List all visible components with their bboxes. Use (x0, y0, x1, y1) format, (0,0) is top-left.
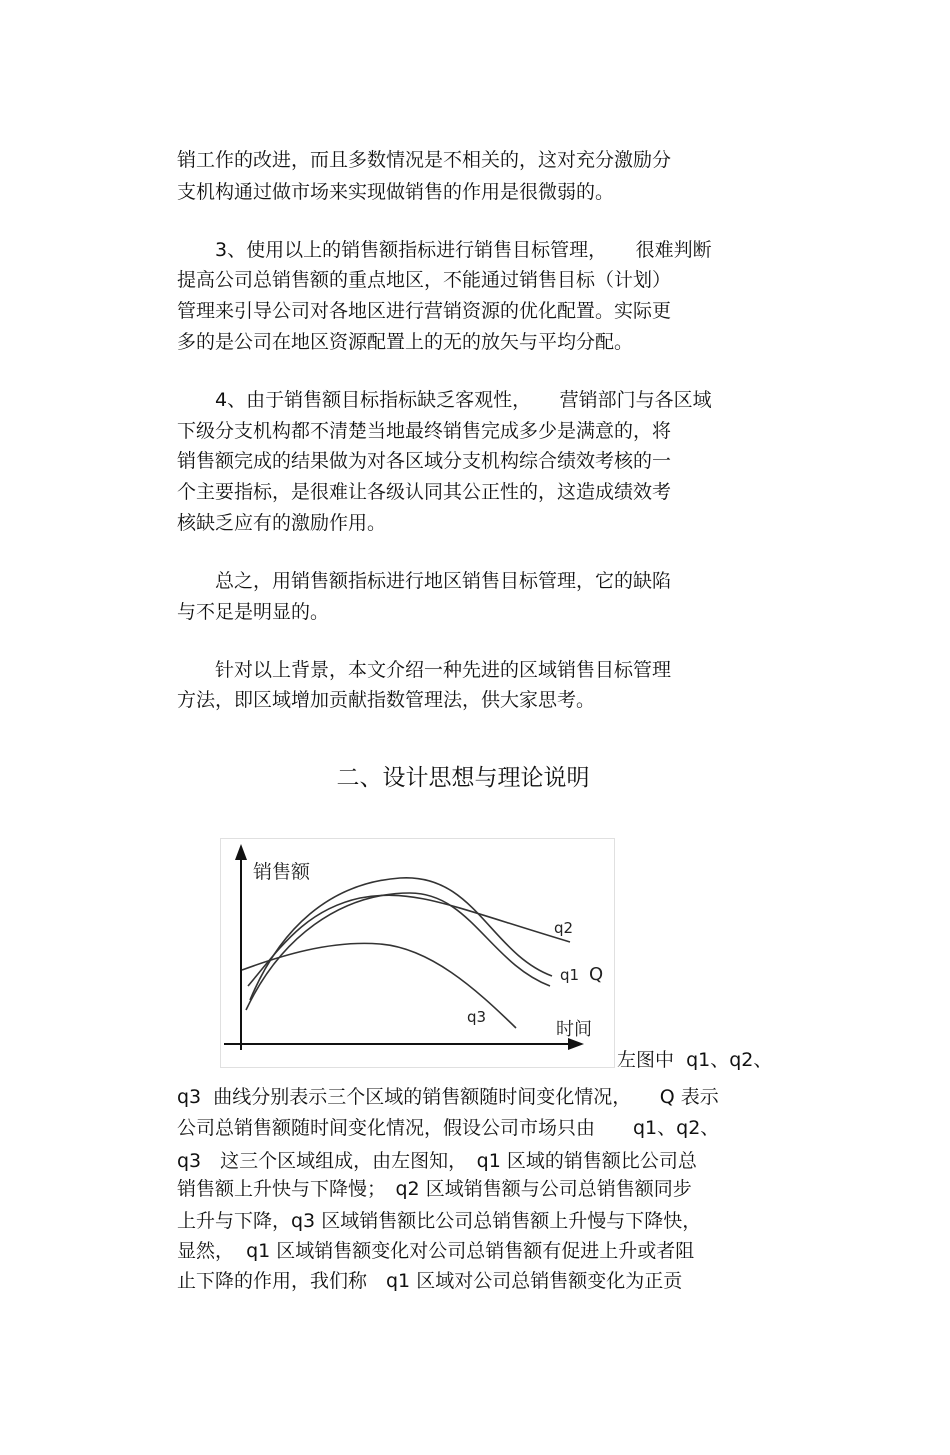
curve-q2 (248, 895, 570, 986)
paragraph-line: 个主要指标，是很难让各级认同其公正性的，这造成绩效考 (177, 481, 672, 503)
paragraph-line: 核缺乏应有的激励作用。 (177, 512, 387, 534)
paragraph-line: 多的是公司在地区资源配置上的无的放矢与平均分配。 (177, 331, 634, 353)
curve-label-q3: q3 (467, 1008, 487, 1026)
paragraph-line: q3 曲线分别表示三个区域的销售额随时间变化情况， Q 表示 (177, 1086, 719, 1108)
x-axis-label: 时间 (556, 1019, 592, 1040)
paragraph-line: 4、由于销售额目标指标缺乏客观性， 营销部门与各区域 (177, 389, 712, 411)
paragraph-line: 止下降的作用，我们称 q1 区域对公司总销售额变化为正贡 (177, 1270, 683, 1292)
curve-label-q2: q2 (554, 919, 574, 937)
sales-curve-figure (220, 838, 615, 1068)
section-heading: 二、设计思想与理论说明 (336, 765, 590, 791)
paragraph-line: q3 这三个区域组成，由左图知， q1 区域的销售额比公司总 (177, 1150, 697, 1172)
curve-Q (246, 893, 550, 1010)
curve-label-Q: Q (589, 964, 604, 985)
paragraph-line: 总之，用销售额指标进行地区销售目标管理，它的缺陷 (177, 570, 672, 592)
paragraph-line: 销售额上升快与下降慢； q2 区域销售额与公司总销售额同步 (177, 1178, 692, 1200)
paragraph-line: 销工作的改进，而且多数情况是不相关的，这对充分激励分 (177, 149, 672, 171)
paragraph-line: 方法，即区域增加贡献指数管理法，供大家思考。 (177, 689, 596, 711)
paragraph-line: 提高公司总销售额的重点地区，不能通过销售目标（计划） (177, 269, 672, 291)
paragraph-line: 3、使用以上的销售额指标进行销售目标管理， 很难判断 (177, 239, 712, 261)
paragraph-line-beside-figure: 左图中 q1、q2、 (617, 1049, 773, 1071)
paragraph-line: 与不足是明显的。 (177, 601, 330, 623)
paragraph-line: 管理来引导公司对各地区进行营销资源的优化配置。实际更 (177, 300, 672, 322)
y-axis-label: 销售额 (253, 861, 311, 883)
paragraph-line: 显然， q1 区域销售额变化对公司总销售额有促进上升或者阻 (177, 1240, 695, 1262)
paragraph-line: 针对以上背景，本文介绍一种先进的区域销售目标管理 (177, 659, 672, 681)
y-axis-arrow (235, 844, 247, 860)
paragraph-line: 上升与下降，q3 区域销售额比公司总销售额上升慢与下降快， (177, 1210, 702, 1232)
paragraph-line: 支机构通过做市场来实现做销售的作用是很微弱的。 (177, 181, 615, 203)
curve-label-q1: q1 (560, 966, 580, 984)
paragraph-line: 公司总销售额随时间变化情况，假设公司市场只由 q1、q2、 (177, 1117, 720, 1139)
paragraph-line: 销售额完成的结果做为对各区域分支机构综合绩效考核的一 (177, 450, 672, 472)
paragraph-line: 下级分支机构都不清楚当地最终销售完成多少是满意的，将 (177, 420, 672, 442)
